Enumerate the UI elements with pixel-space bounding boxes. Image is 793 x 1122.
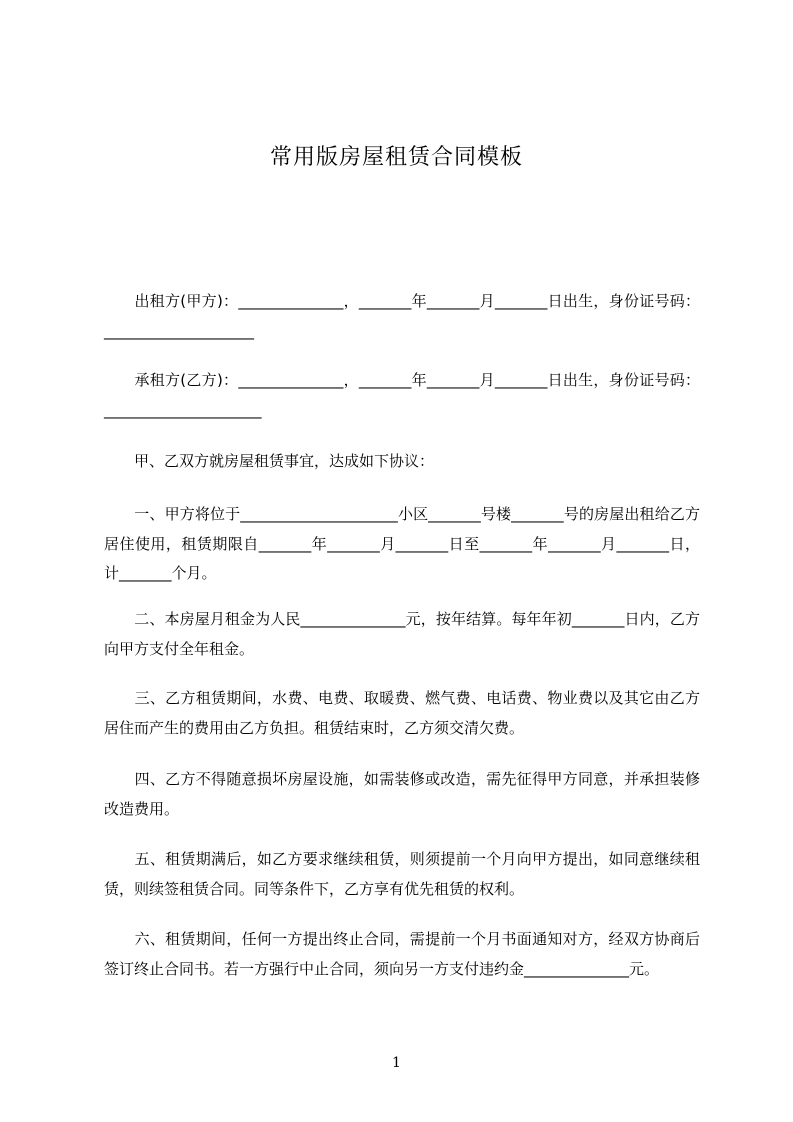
clause-1-premises-term: 一、甲方将位于_____________________小区_______号楼_______号的房屋出租给乙方居住使用，租赁期限自_______年_______月_______日至_______年_______月_______日，计_______个月。 (104, 505, 700, 582)
document-title: 常用版房屋租赁合同模板 (269, 145, 523, 170)
paragraph-lessor: 出租方(甲方)：______________，_______年_______月_______日出生，身份证号码：____________________ (104, 292, 700, 340)
clause-2-rent: 二、本房屋月租金为人民______________元，按年结算。每年年初_______日内，乙方向甲方支付全年租金。 (104, 610, 700, 658)
clause-6-termination: 六、租赁期间，任何一方提出终止合同，需提前一个月书面通知对方，经双方协商后签订终止合同书。若一方强行中止合同，须向另一方支付违约金______________元。 (104, 930, 700, 978)
paragraph-agreement-intro: 甲、乙双方就房屋租赁事宜，达成如下协议： (104, 452, 435, 470)
paragraph-lessee: 承租方(乙方)：______________，_______年_______月_______日出生，身份证号码：_____________________ (104, 371, 700, 419)
page-number: 1 (392, 1055, 401, 1071)
clause-4-renovation: 四、乙方不得随意损坏房屋设施，如需装修或改造，需先征得甲方同意，并承担装修改造费用。 (104, 770, 700, 818)
clause-3-fees: 三、乙方租赁期间，水费、电费、取暖费、燃气费、电话费、物业费以及其它由乙方居住而产生的费用由乙方负担。租赁结束时，乙方须交清欠费。 (104, 689, 700, 737)
clause-5-renewal: 五、租赁期满后，如乙方要求继续租赁，则须提前一个月向甲方提出，如同意继续租赁，则续签租赁合同。同等条件下，乙方享有优先租赁的权利。 (104, 850, 700, 898)
